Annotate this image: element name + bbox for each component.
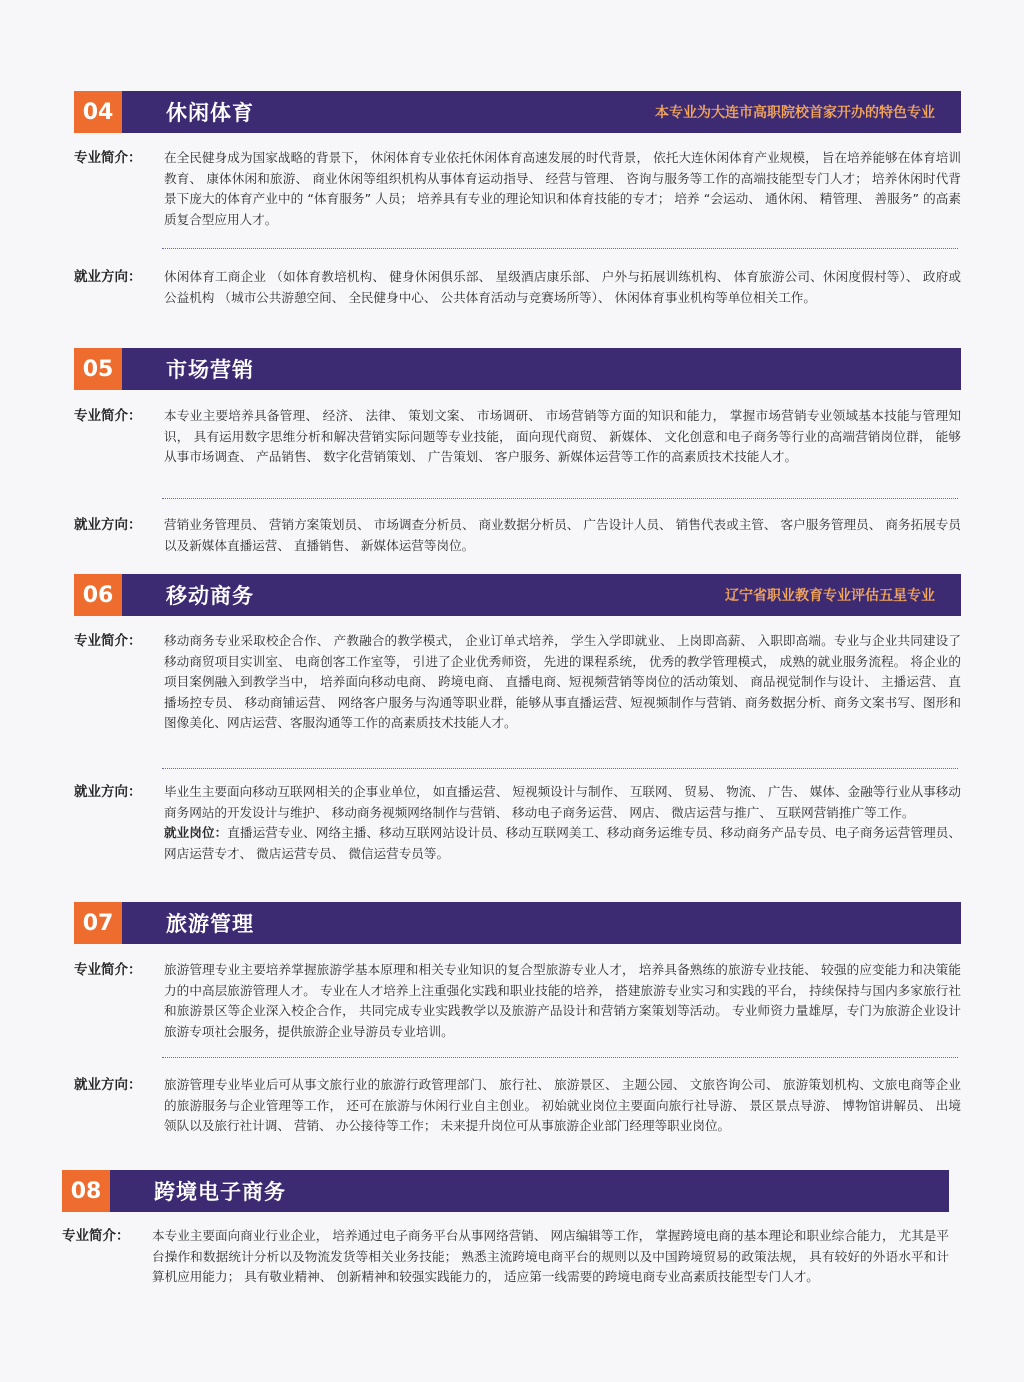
intro-label: 专业简介： (74, 633, 142, 649)
career-text-block (164, 782, 961, 864)
section-05-career (74, 515, 961, 556)
section-title: 移动商务 (166, 584, 254, 608)
section-number: 05 (74, 348, 122, 390)
jobs-line (164, 823, 961, 864)
career-label: 就业方向： (74, 1077, 142, 1093)
section-title: 旅游管理 (166, 912, 254, 936)
career-label: 就业方向： (74, 269, 142, 285)
section-number: 07 (74, 902, 122, 944)
intro-label: 专业简介： (74, 408, 142, 424)
section-06-header (74, 574, 961, 616)
section-07-intro (74, 960, 961, 1042)
section-divider (162, 248, 958, 249)
section-title: 跨境电子商务 (154, 1180, 286, 1204)
career-text: 毕业生主要面向移动互联网相关的企事业单位， 如直播运营、 短视频设计与制作、 互联网、 贸易、 物流、 广告、 媒体、金融等行业从事移动商务网站的开发设计与维护、 移动商务视频网络制作与营销、 移动电子商务运营、 网店、 微店运营与推广、 互联网营销推广等工作。 (164, 784, 961, 820)
intro-label: 专业简介： (74, 150, 142, 166)
career-text: 旅游管理专业毕业后可从事文旅行业的旅游行政管理部门、 旅行社、 旅游景区、 主题公园、 文旅咨询公司、 旅游策划机构、文旅电商等企业的旅游服务与企业管理等工作， 还可在旅游与休闲行业自主创业。 初始就业岗位主要面向旅行社导游、 景区景点导游、 博物馆讲解员、 出境领队以及旅行社计调、 营销、 办公接待等工作； 未来提升岗位可从事旅游企业部门经理等职业岗位。 (164, 1077, 961, 1134)
intro-text: 在全民健身成为国家战略的背景下， 休闲体育专业依托休闲体育高速发展的时代背景， 依托大连休闲体育产业规模， 旨在培养能够在体育培训教育、 康体休闲和旅游、 商业休闲等组织机构从事体育运动指导、 经营与管理、 咨询与服务等工作的高端技能型专门人才； 培养休闲时代背景下庞大的体育产业中的 “体育服务” 人员； 培养具有专业的理论知识和体育技能的专才； 培养 “会运动、 通休闲、 精管理、 善服务” 的高素质复合型应用人才。 (164, 150, 961, 227)
section-tagline: 本专业为大连市高职院校首家开办的特色专业 (655, 105, 935, 121)
section-06-intro (74, 631, 961, 734)
section-number: 06 (74, 574, 122, 616)
section-05-intro (74, 406, 961, 468)
section-04-career (74, 267, 961, 308)
career-label: 就业方向： (74, 517, 142, 533)
section-divider (162, 768, 958, 769)
section-number: 08 (62, 1170, 110, 1212)
career-label: 就业方向： (74, 784, 142, 800)
section-07-career (74, 1075, 961, 1137)
section-08-intro (62, 1226, 949, 1288)
career-text: 休闲体育工商企业 （如体育教培机构、 健身休闲俱乐部、 星级酒店康乐部、 户外与拓展训练机构、 体育旅游公司、休闲度假村等）、 政府或公益机构 （城市公共游憩空间、 全民健身中心、 公共体育活动与竞赛场所等）、 休闲体育事业机构等单位相关工作。 (164, 269, 961, 305)
section-tagline: 辽宁省职业教育专业评估五星专业 (725, 588, 935, 604)
jobs-text: 直播运营专业、网络主播、移动互联网站设计员、移动互联网美工、移动商务运维专员、移动商务产品专员、电子商务运营管理员、 网店运营专才、 微店运营专员、 微信运营专员等。 (164, 825, 962, 861)
career-text: 营销业务管理员、 营销方案策划员、 市场调查分析员、 商业数据分析员、 广告设计人员、 销售代表或主管、 客户服务管理员、 商务拓展专员以及新媒体直播运营、 直播销售、 新媒体运营等岗位。 (164, 517, 961, 553)
section-07-header (74, 902, 961, 944)
intro-text: 本专业主要面向商业行业企业， 培养通过电子商务平台从事网络营销、 网店编辑等工作， 掌握跨境电商的基本理论和职业综合能力， 尤其是平台操作和数据统计分析以及物流发货等相关业务技能； 熟悉主流跨境电商平台的规则以及中国跨境贸易的政策法规， 具有较好的外语水平和计算机应用能力； 具有敬业精神、 创新精神和较强实践能力的， 适应第一线需要的跨境电商专业高素质技能型专门人才。 (152, 1228, 949, 1285)
section-title: 市场营销 (166, 358, 254, 382)
section-title: 休闲体育 (166, 101, 254, 125)
section-06-career (74, 782, 961, 864)
section-05-header (74, 348, 961, 390)
section-divider (162, 498, 958, 499)
intro-text: 移动商务专业采取校企合作、 产教融合的教学模式， 企业订单式培养， 学生入学即就业、 上岗即高薪、 入职即高端。专业与企业共同建设了移动商贸项目实训室、 电商创客工作室等， 引进了企业优秀师资， 先进的课程系统， 优秀的教学管理模式， 成熟的就业服务流程。 将企业的项目案例融入到教学当中， 培养面向移动电商、 跨境电商、 直播电商、短视频营销等岗位的活动策划、 商品视觉制作与设计、 主播运营、 直播场控专员、 移动商铺运营、 网络客户服务与沟通等职业群，能够从事直播运营、短视频制作与营销、商务数据分析、商务文案书写、图形和图像美化、网店运营、客服沟通等工作的高素质技术技能人才。 (164, 633, 961, 731)
section-divider (162, 1057, 958, 1058)
section-04-intro (74, 148, 961, 230)
intro-text: 旅游管理专业主要培养掌握旅游学基本原理和相关专业知识的复合型旅游专业人才， 培养具备熟练的旅游专业技能、 较强的应变能力和决策能力的中高层旅游管理人才。 专业在人才培养上注重强化实践和职业技能的培养， 搭建旅游专业实习和实践的平台， 持续保持与国内多家旅行社和旅游景区等企业深入校企合作， 共同完成专业实践教学以及旅游产品设计和营销方案策划等活动。 专业师资力量雄厚，专门为旅游企业设计旅游专项社会服务，提供旅游企业导游员专业培训。 (164, 962, 961, 1039)
section-08-header (62, 1170, 949, 1212)
section-04-header (74, 91, 961, 133)
intro-text: 本专业主要培养具备管理、 经济、 法律、 策划文案、 市场调研、 市场营销等方面的知识和能力， 掌握市场营销专业领域基本技能与管理知识， 具有运用数字思维分析和解决营销实际问题等专业技能， 面向现代商贸、 新媒体、 文化创意和电子商务等行业的高端营销岗位群， 能够从事市场调查、 产品销售、 数字化营销策划、 广告策划、 客户服务、新媒体运营等工作的高素质技术技能人才。 (164, 408, 961, 465)
jobs-label: 就业岗位： (164, 825, 228, 841)
intro-label: 专业简介： (74, 962, 142, 978)
section-number: 04 (74, 91, 122, 133)
intro-label: 专业简介： (62, 1228, 130, 1244)
